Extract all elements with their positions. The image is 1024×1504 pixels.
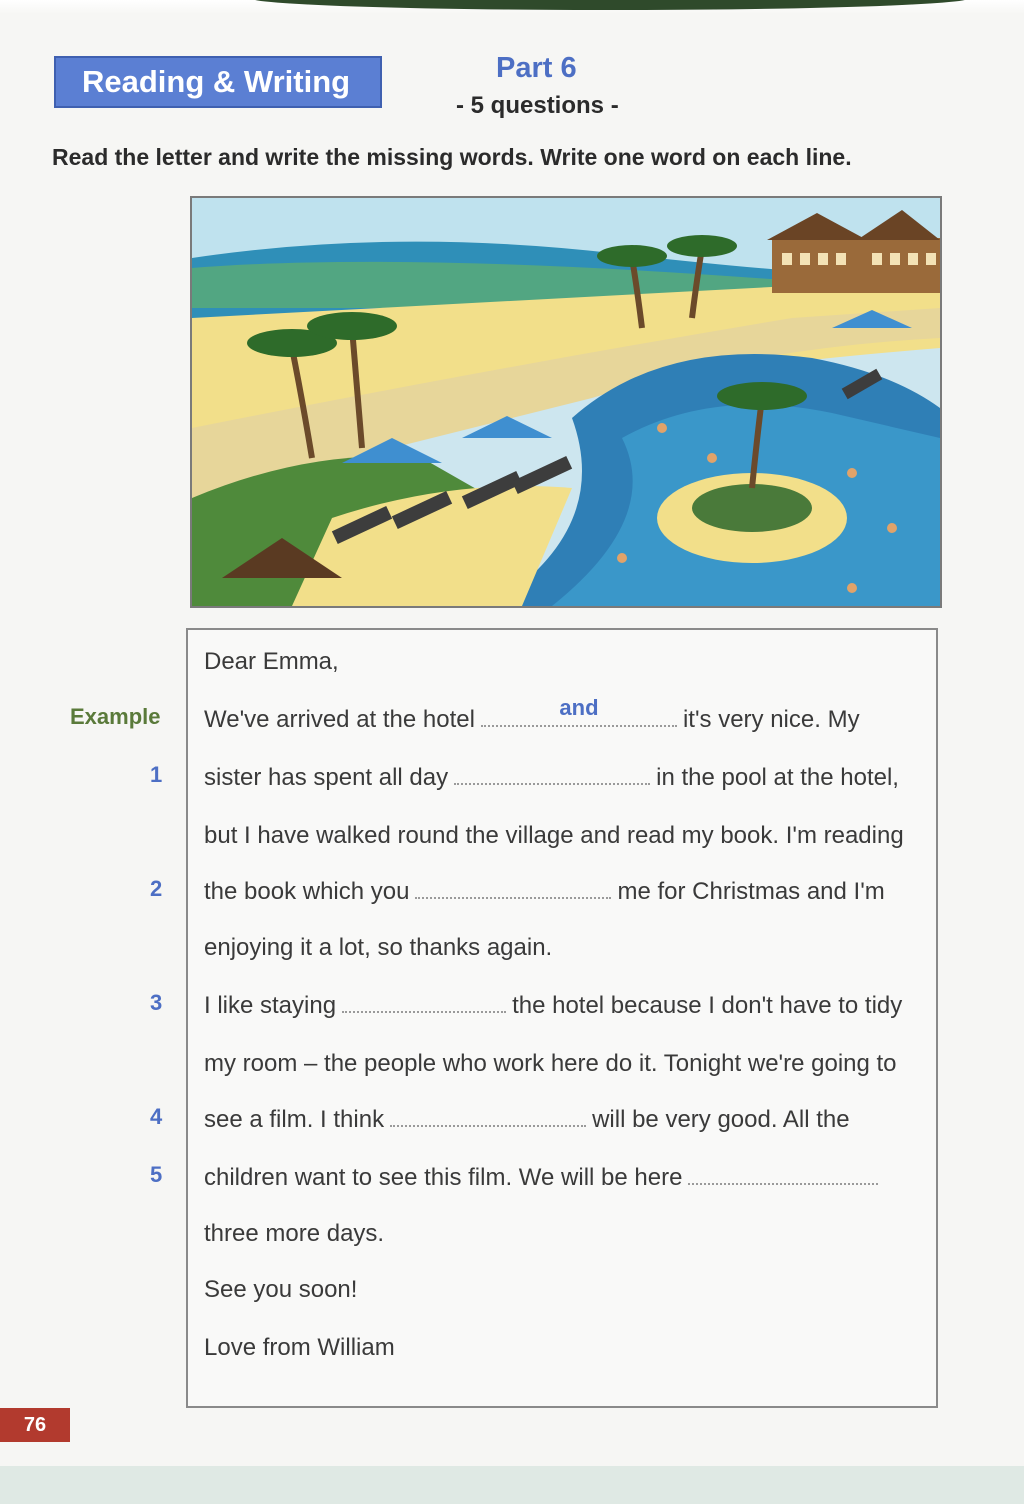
line-text-before: I like staying (204, 992, 337, 1019)
question-number-1: 1 (150, 762, 163, 787)
page-bottom-band (0, 1466, 1024, 1504)
letter-line: three more days. (204, 1220, 385, 1247)
line-text-before: We've arrived at the hotel (204, 706, 475, 733)
answer-gap-5[interactable] (688, 1165, 878, 1185)
letter-line-example (204, 695, 860, 734)
letter-line-1 (204, 764, 899, 792)
line-text-before: see a film. I think (204, 1106, 385, 1133)
answer-gap-example[interactable] (481, 695, 677, 727)
section-tag-label: Reading & Writing (82, 64, 351, 99)
line-text-after: the hotel because I don't have to tidy (512, 992, 903, 1019)
example-label: Example (70, 704, 161, 729)
answer-gap-3[interactable] (342, 993, 506, 1013)
letter-line-4 (204, 1106, 850, 1134)
letter-line-3 (204, 992, 902, 1020)
answer-gap-4[interactable] (390, 1107, 586, 1127)
beach-hotel-illustration (190, 196, 942, 608)
question-number-5: 5 (150, 1162, 163, 1187)
example-answer: and (559, 695, 599, 720)
line-text-after: will be very good. All the (592, 1106, 850, 1133)
page-number: 76 (0, 1408, 70, 1442)
line-text-after: me for Christmas and I'm (617, 878, 885, 905)
line-text-before: the book which you (204, 878, 410, 905)
line-text-after: it's very nice. My (682, 706, 860, 733)
letter-line: my room – the people who work here do it. Tonight we're going to (204, 1050, 897, 1077)
letter-line: but I have walked round the village and read my book. I'm reading (204, 822, 904, 849)
letter-signature: Love from William (204, 1334, 395, 1361)
line-text-after: in the pool at the hotel, (656, 764, 899, 791)
question-number-4: 4 (150, 1104, 163, 1129)
letter-closing: See you soon! (204, 1276, 358, 1303)
question-number-2: 2 (150, 876, 163, 901)
letter-salutation: Dear Emma, (204, 648, 339, 675)
question-number-3: 3 (150, 990, 163, 1015)
answer-gap-1[interactable] (454, 765, 650, 785)
part-title: Part 6 (496, 52, 577, 84)
answer-gap-2[interactable] (415, 879, 611, 899)
line-text-before: sister has spent all day (204, 764, 449, 791)
letter-line-2 (204, 878, 885, 906)
page-top-band (0, 0, 1024, 14)
section-tag (54, 56, 382, 108)
line-text-before: children want to see this film. We will be here (204, 1164, 683, 1191)
letter-line-5 (204, 1164, 884, 1192)
instructions: Read the letter and write the missing words. Write one word on each line. (52, 144, 852, 170)
letter-line: enjoying it a lot, so thanks again. (204, 934, 553, 961)
question-count: - 5 questions - (456, 92, 619, 119)
